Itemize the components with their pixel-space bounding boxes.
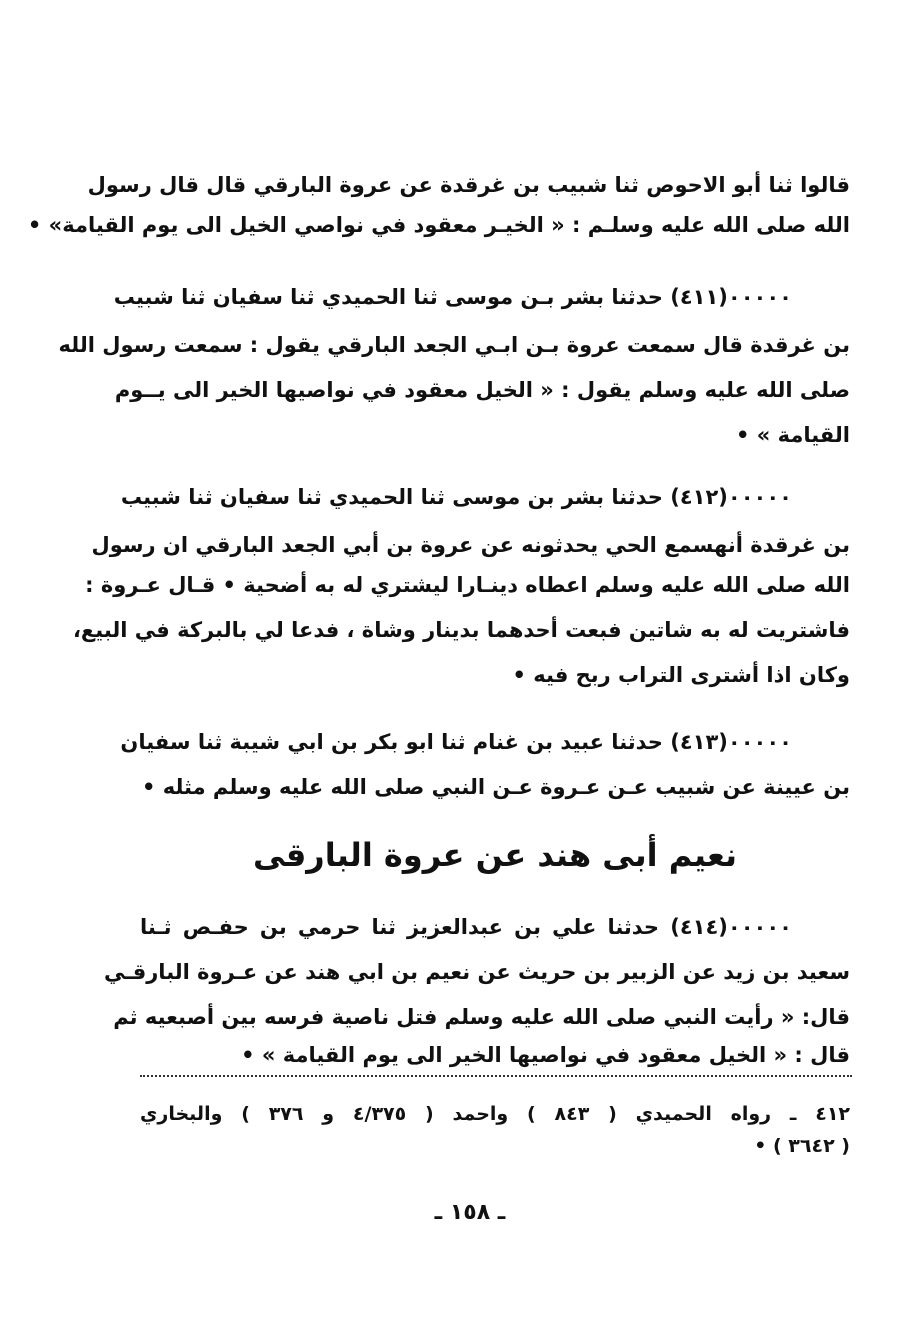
text-line: صلى الله عليه وسلم يقول : « الخيل معقود في نواصيها الخير الى يــوم xyxy=(114,378,850,402)
text-line: وكان اذا أشترى التراب ربح فيه • xyxy=(512,663,850,687)
footnote-divider xyxy=(140,1075,852,1077)
text-line: قال: « رأيت النبي صلى الله عليه وسلم فتل ناصية فرسه بين أصبعيه ثم xyxy=(113,1005,850,1029)
text-line: بن عيينة عن شبيب عـن عـروة عـن النبي صلى الله عليه وسلم مثله • xyxy=(141,775,850,799)
hadith-412-start: ٠٠٠٠٠(٤١٢) حدثنا بشر بن موسى ثنا الحميدي ثنا سفيان ثنا شبيب xyxy=(120,485,792,509)
text-line: بن غرقدة قال سمعت عروة بـن ابـي الجعد البارقي يقول : سمعت رسول الله xyxy=(58,333,850,357)
footnote-line: ٤١٢ ـ رواه الحميدي ( ٨٤٣ ) واحمد ( ٤/٣٧٥ و ٣٧٦ ) والبخاري xyxy=(140,1103,851,1125)
hadith-411-start: ٠٠٠٠٠(٤١١) حدثنا بشر بـن موسى ثنا الحميدي ثنا سفيان ثنا شبيب xyxy=(113,285,792,309)
section-heading: نعيم أبى هند عن عروة البارقى xyxy=(252,836,738,874)
text-line: القيامة » • xyxy=(735,423,850,447)
text-line: بن غرقدة أنهسمع الحي يحدثونه عن عروة بن أبي الجعد البارقي ان رسول xyxy=(91,533,850,557)
page-number: ـ ١٥٨ ـ xyxy=(434,1200,506,1225)
text-line: سعيد بن زيد عن الزبير بن حريث عن نعيم بن ابي هند عن عـروة البارقـي xyxy=(104,960,850,984)
hadith-414-start: ٠٠٠٠٠(٤١٤) حدثنا علي بن عبدالعزيز ثنا حرمي بن حفـص ثـنا xyxy=(140,915,792,939)
text-line: الله صلى الله عليه وسلم اعطاه دينـارا ليشتري له به أضحية • قـال عـروة : xyxy=(85,573,850,597)
hadith-413-start: ٠٠٠٠٠(٤١٣) حدثنا عبيد بن غنام ثنا ابو بكر بن ابي شيبة ثنا سفيان xyxy=(120,730,792,754)
text-line: الله صلى الله عليه وسلـم : « الخيـر معقود في نواصي الخيل الى يوم القيامة» • xyxy=(27,213,850,237)
text-line: فاشتريت له به شاتين فبعت أحدهما بدينار وشاة ، فدعا لي بالبركة في البيع، xyxy=(72,618,850,642)
text-line: قالوا ثنا أبو الاحوص ثنا شبيب بن غرقدة عن عروة البارقي قال قال رسول xyxy=(87,173,850,197)
text-line: قال : « الخيل معقود في نواصيها الخير الى يوم القيامة » • xyxy=(241,1043,850,1067)
footnote-line: ( ٣٦٤٢ ) • xyxy=(754,1135,850,1157)
